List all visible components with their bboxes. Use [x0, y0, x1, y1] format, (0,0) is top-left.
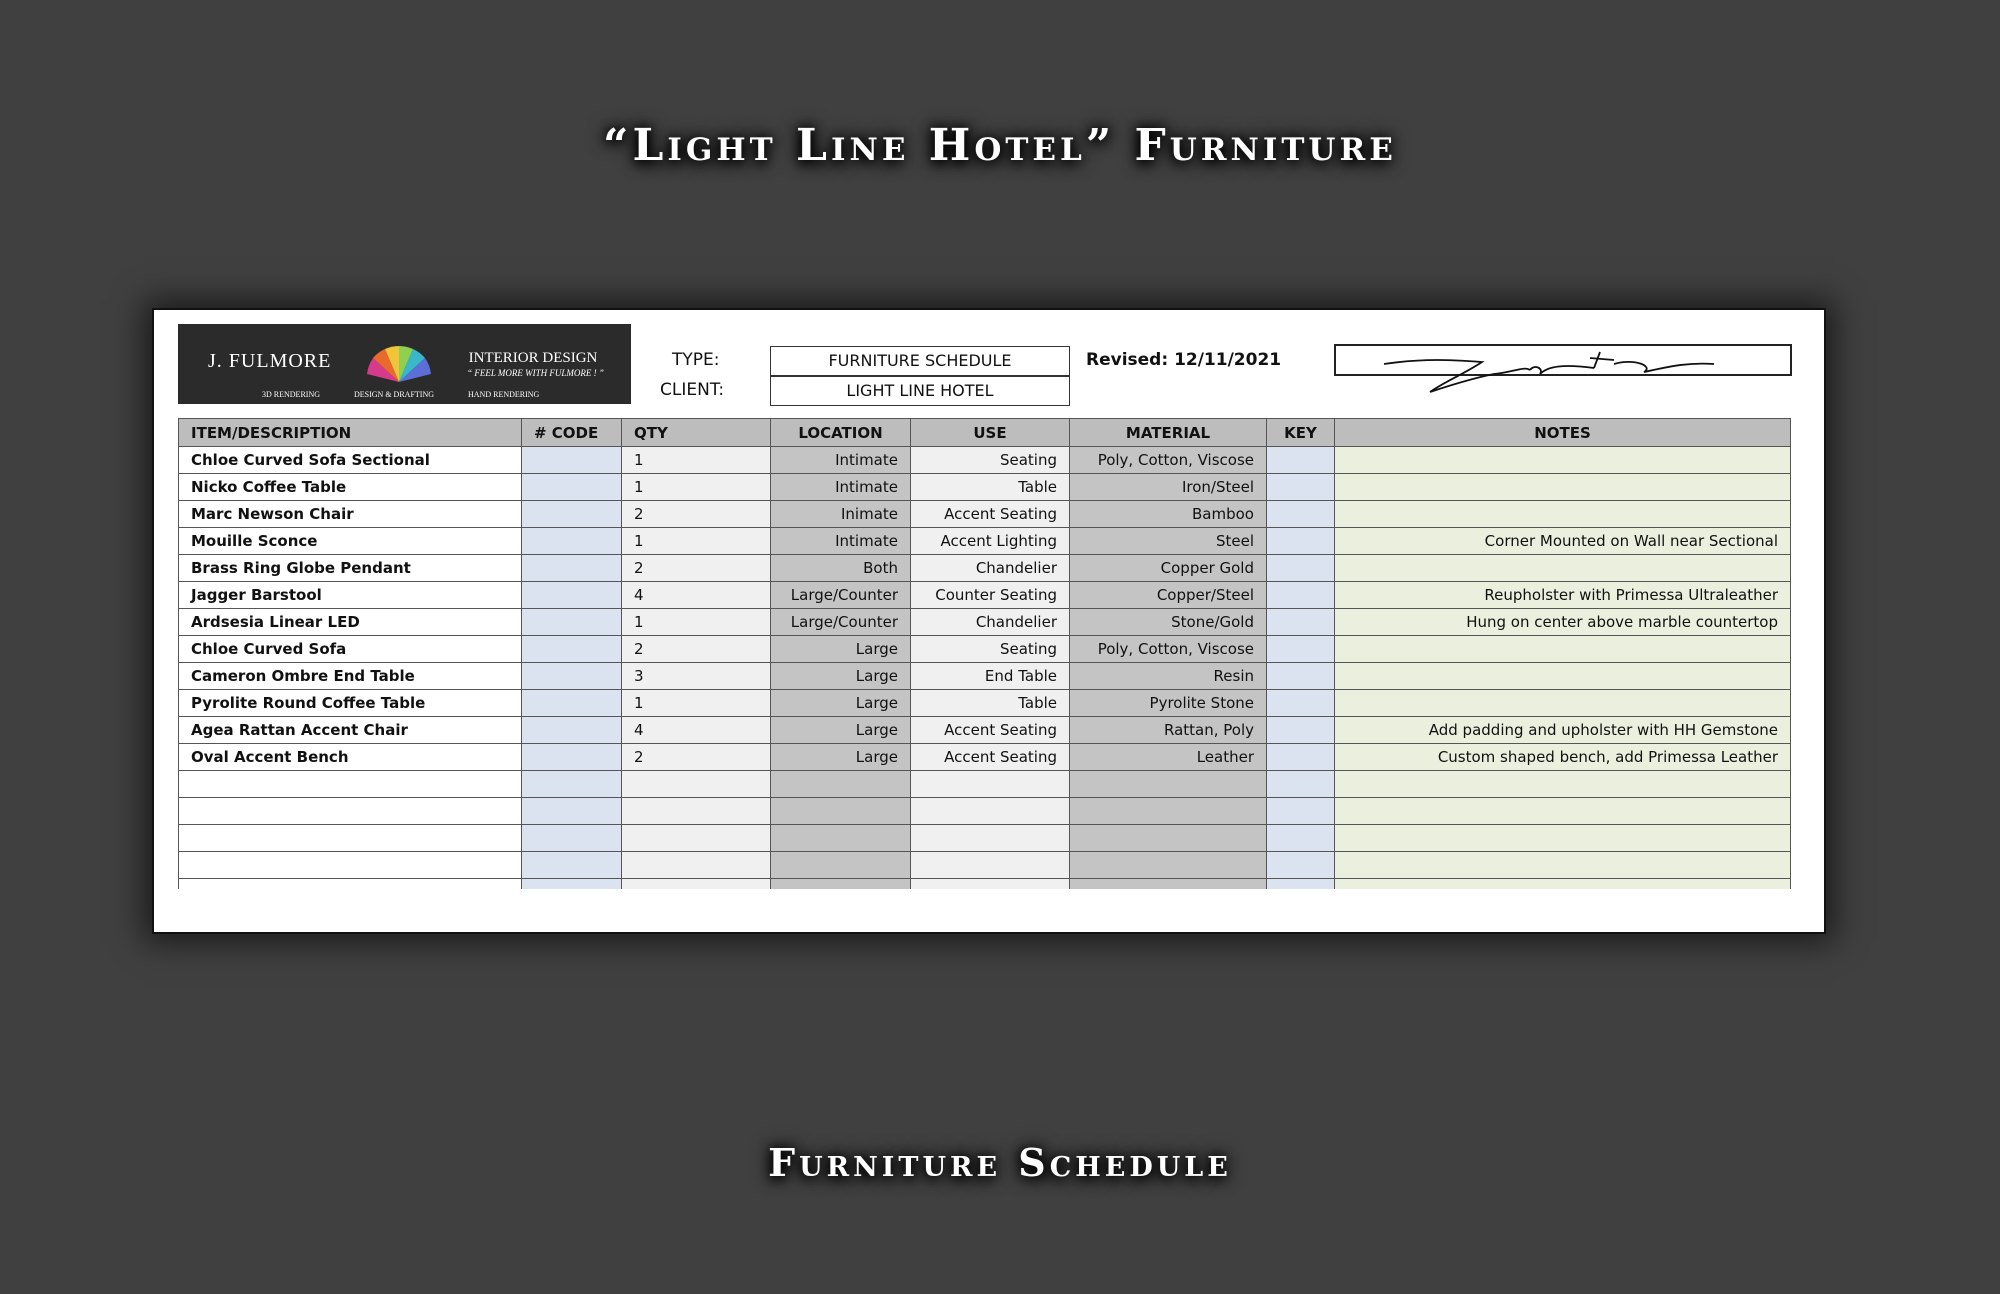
location-cell: Intimate: [771, 447, 911, 474]
table-row: [179, 609, 1791, 636]
code-cell: [522, 474, 622, 501]
empty-cell: [1267, 879, 1335, 889]
key-cell: [1267, 582, 1335, 609]
empty-cell: [1335, 798, 1791, 825]
revised-date: Revised: 12/11/2021: [1086, 350, 1282, 370]
use-cell: Table: [911, 474, 1070, 501]
qty-cell: 1: [622, 447, 771, 474]
code-cell: [522, 555, 622, 582]
key-cell: [1267, 690, 1335, 717]
item-cell: Mouille Sconce: [179, 528, 522, 555]
code-cell: [522, 663, 622, 690]
empty-cell: [1070, 852, 1267, 879]
notes-cell: Custom shaped bench, add Primessa Leather: [1335, 744, 1791, 771]
column-header: MATERIAL: [1070, 419, 1267, 447]
use-cell: Seating: [911, 447, 1070, 474]
empty-row: [179, 825, 1791, 852]
empty-cell: [1335, 825, 1791, 852]
qty-cell: 2: [622, 636, 771, 663]
use-cell: Accent Seating: [911, 717, 1070, 744]
item-cell: Cameron Ombre End Table: [179, 663, 522, 690]
notes-cell: [1335, 501, 1791, 528]
empty-row: [179, 879, 1791, 889]
empty-cell: [522, 852, 622, 879]
table-row: [179, 744, 1791, 771]
empty-row: [179, 771, 1791, 798]
empty-cell: [1335, 771, 1791, 798]
notes-cell: Reupholster with Primessa Ultraleather: [1335, 582, 1791, 609]
empty-row: [179, 798, 1791, 825]
code-cell: [522, 528, 622, 555]
use-cell: Accent Seating: [911, 744, 1070, 771]
table-row: [179, 717, 1791, 744]
empty-cell: [622, 852, 771, 879]
code-cell: [522, 636, 622, 663]
empty-cell: [622, 771, 771, 798]
key-cell: [1267, 636, 1335, 663]
empty-cell: [1267, 798, 1335, 825]
empty-cell: [771, 798, 911, 825]
qty-cell: 2: [622, 744, 771, 771]
logo-service-title: INTERIOR DESIGN: [468, 350, 598, 366]
page-title: “Light Line Hotel” Furniture: [603, 120, 1397, 171]
empty-cell: [911, 798, 1070, 825]
use-cell: Seating: [911, 636, 1070, 663]
client-value-box: LIGHT LINE HOTEL: [770, 376, 1070, 406]
key-cell: [1267, 609, 1335, 636]
material-cell: Pyrolite Stone: [1070, 690, 1267, 717]
client-label: CLIENT:: [660, 380, 725, 400]
logo-service: DESIGN & DRAFTING: [354, 390, 434, 399]
material-cell: Stone/Gold: [1070, 609, 1267, 636]
empty-cell: [522, 879, 622, 889]
use-cell: Accent Lighting: [911, 528, 1070, 555]
code-cell: [522, 744, 622, 771]
table-row: [179, 501, 1791, 528]
empty-cell: [1267, 852, 1335, 879]
qty-cell: 2: [622, 501, 771, 528]
use-cell: End Table: [911, 663, 1070, 690]
empty-cell: [179, 852, 522, 879]
empty-cell: [622, 798, 771, 825]
type-label: TYPE:: [672, 350, 720, 370]
item-cell: Jagger Barstool: [179, 582, 522, 609]
table-row: [179, 582, 1791, 609]
empty-cell: [771, 825, 911, 852]
empty-cell: [622, 825, 771, 852]
location-cell: Large/Counter: [771, 582, 911, 609]
page-subtitle: Furniture Schedule: [768, 1140, 1232, 1185]
material-cell: Leather: [1070, 744, 1267, 771]
furniture-schedule-table: [178, 418, 1791, 889]
key-cell: [1267, 474, 1335, 501]
qty-cell: 1: [622, 474, 771, 501]
use-cell: Accent Seating: [911, 501, 1070, 528]
empty-cell: [522, 825, 622, 852]
furniture-schedule-sheet: [152, 308, 1826, 934]
material-cell: Poly, Cotton, Viscose: [1070, 636, 1267, 663]
table-row: [179, 555, 1791, 582]
notes-cell: [1335, 555, 1791, 582]
key-cell: [1267, 663, 1335, 690]
column-header: USE: [911, 419, 1070, 447]
empty-cell: [179, 825, 522, 852]
notes-cell: [1335, 474, 1791, 501]
location-cell: Large: [771, 636, 911, 663]
column-header: LOCATION: [771, 419, 911, 447]
location-cell: Large: [771, 744, 911, 771]
column-header: NOTES: [1335, 419, 1791, 447]
color-fan-icon: [363, 344, 435, 384]
empty-row: [179, 852, 1791, 879]
empty-cell: [1070, 825, 1267, 852]
empty-cell: [179, 771, 522, 798]
location-cell: Both: [771, 555, 911, 582]
use-cell: Table: [911, 690, 1070, 717]
location-cell: Large/Counter: [771, 609, 911, 636]
item-cell: Marc Newson Chair: [179, 501, 522, 528]
logo-tagline: “ FEEL MORE WITH FULMORE ! ”: [467, 368, 604, 378]
code-cell: [522, 582, 622, 609]
material-cell: Copper Gold: [1070, 555, 1267, 582]
empty-cell: [1267, 825, 1335, 852]
material-cell: Copper/Steel: [1070, 582, 1267, 609]
table-row: [179, 474, 1791, 501]
key-cell: [1267, 501, 1335, 528]
table-row: [179, 690, 1791, 717]
code-cell: [522, 717, 622, 744]
empty-cell: [771, 852, 911, 879]
qty-cell: 1: [622, 528, 771, 555]
company-logo: [178, 324, 631, 404]
empty-cell: [911, 771, 1070, 798]
item-cell: Ardsesia Linear LED: [179, 609, 522, 636]
use-cell: Chandelier: [911, 555, 1070, 582]
material-cell: Poly, Cotton, Viscose: [1070, 447, 1267, 474]
notes-cell: [1335, 447, 1791, 474]
qty-cell: 4: [622, 717, 771, 744]
code-cell: [522, 501, 622, 528]
empty-cell: [771, 879, 911, 889]
logo-service: 3D RENDERING: [262, 390, 320, 399]
empty-cell: [1070, 879, 1267, 889]
location-cell: Inimate: [771, 501, 911, 528]
table-row: [179, 636, 1791, 663]
material-cell: Rattan, Poly: [1070, 717, 1267, 744]
empty-cell: [911, 852, 1070, 879]
item-cell: Chloe Curved Sofa Sectional: [179, 447, 522, 474]
key-cell: [1267, 717, 1335, 744]
material-cell: Resin: [1070, 663, 1267, 690]
table-row: [179, 663, 1791, 690]
empty-cell: [911, 825, 1070, 852]
logo-service: HAND RENDERING: [468, 390, 540, 399]
location-cell: Large: [771, 717, 911, 744]
notes-cell: Add padding and upholster with HH Gemstone: [1335, 717, 1791, 744]
code-cell: [522, 690, 622, 717]
key-cell: [1267, 447, 1335, 474]
column-header: QTY: [622, 419, 771, 447]
empty-cell: [522, 798, 622, 825]
notes-cell: Corner Mounted on Wall near Sectional: [1335, 528, 1791, 555]
logo-brand: J. FULMORE: [208, 350, 332, 372]
key-cell: [1267, 528, 1335, 555]
qty-cell: 1: [622, 690, 771, 717]
qty-cell: 2: [622, 555, 771, 582]
location-cell: Large: [771, 663, 911, 690]
empty-cell: [1070, 771, 1267, 798]
table-row: [179, 447, 1791, 474]
table-header-row: [179, 419, 1791, 447]
notes-cell: [1335, 663, 1791, 690]
use-cell: Counter Seating: [911, 582, 1070, 609]
qty-cell: 4: [622, 582, 771, 609]
material-cell: Steel: [1070, 528, 1267, 555]
item-cell: Nicko Coffee Table: [179, 474, 522, 501]
table-row: [179, 528, 1791, 555]
item-cell: Brass Ring Globe Pendant: [179, 555, 522, 582]
empty-cell: [179, 798, 522, 825]
location-cell: Intimate: [771, 528, 911, 555]
location-cell: Intimate: [771, 474, 911, 501]
code-cell: [522, 609, 622, 636]
notes-cell: Hung on center above marble countertop: [1335, 609, 1791, 636]
empty-cell: [1335, 879, 1791, 889]
column-header: KEY: [1267, 419, 1335, 447]
empty-cell: [622, 879, 771, 889]
empty-cell: [1335, 852, 1791, 879]
item-cell: Chloe Curved Sofa: [179, 636, 522, 663]
key-cell: [1267, 555, 1335, 582]
qty-cell: 3: [622, 663, 771, 690]
empty-cell: [771, 771, 911, 798]
item-cell: Agea Rattan Accent Chair: [179, 717, 522, 744]
item-cell: Oval Accent Bench: [179, 744, 522, 771]
location-cell: Large: [771, 690, 911, 717]
code-cell: [522, 447, 622, 474]
qty-cell: 1: [622, 609, 771, 636]
notes-cell: [1335, 690, 1791, 717]
column-header: # CODE: [522, 419, 622, 447]
empty-cell: [179, 879, 522, 889]
signature-image: [1364, 344, 1764, 396]
use-cell: Chandelier: [911, 609, 1070, 636]
empty-cell: [1267, 771, 1335, 798]
type-value-box: FURNITURE SCHEDULE: [770, 346, 1070, 376]
empty-cell: [1070, 798, 1267, 825]
key-cell: [1267, 744, 1335, 771]
empty-cell: [522, 771, 622, 798]
empty-cell: [911, 879, 1070, 889]
item-cell: Pyrolite Round Coffee Table: [179, 690, 522, 717]
material-cell: Iron/Steel: [1070, 474, 1267, 501]
material-cell: Bamboo: [1070, 501, 1267, 528]
notes-cell: [1335, 636, 1791, 663]
column-header: ITEM/DESCRIPTION: [179, 419, 522, 447]
